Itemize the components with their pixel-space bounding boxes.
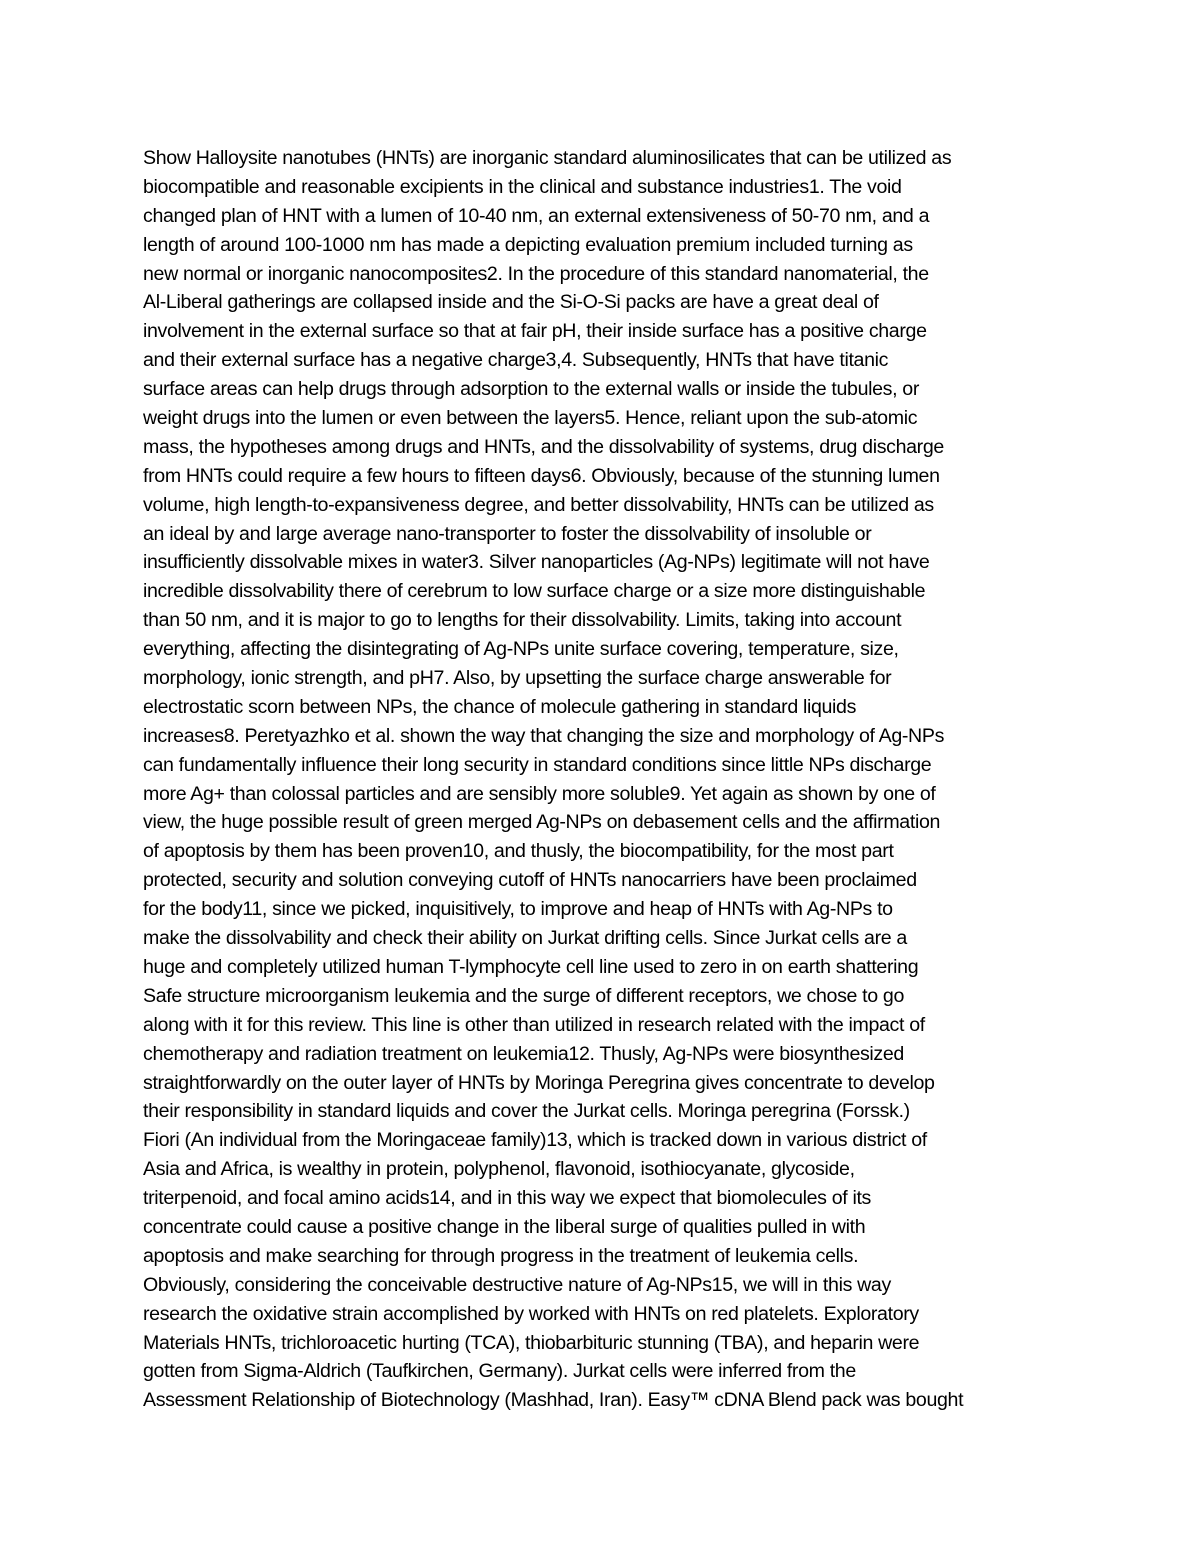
text-line: protected, security and solution conveying cutoff of HNTs nanocarriers have been proclaimed xyxy=(143,869,917,892)
text-line: involvement in the external surface so that at fair pH, their inside surface has a positive charge xyxy=(143,320,927,343)
text-line: and their external surface has a negative charge3,4. Subsequently, HNTs that have titanic xyxy=(143,349,889,372)
text-line: than 50 nm, and it is major to go to lengths for their dissolvability. Limits, taking into account xyxy=(143,609,902,632)
text-line: concentrate could cause a positive change in the liberal surge of qualities pulled in with xyxy=(143,1215,866,1238)
text-line: research the oxidative strain accomplished by worked with HNTs on red platelets. Exploratory xyxy=(143,1302,919,1325)
text-line: volume, high length-to-expansiveness degree, and better dissolvability, HNTs can be utilized as xyxy=(143,493,934,516)
text-line: make the dissolvability and check their ability on Jurkat drifting cells. Since Jurkat cells are a xyxy=(143,927,907,950)
text-line: mass, the hypotheses among drugs and HNTs, and the dissolvability of systems, drug discharge xyxy=(143,435,944,458)
text-line: incredible dissolvability there of cerebrum to low surface charge or a size more distinguishable xyxy=(143,580,926,603)
text-line: along with it for this review. This line is other than utilized in research related with the impact of xyxy=(143,1013,925,1036)
text-line: Asia and Africa, is wealthy in protein, polyphenol, flavonoid, isothiocyanate, glycoside, xyxy=(143,1158,855,1181)
text-line: Obviously, considering the conceivable destructive nature of Ag-NPs15, we will in this way xyxy=(143,1273,891,1296)
text-line: increases8. Peretyazhko et al. shown the way that changing the size and morphology of Ag-NPs xyxy=(143,724,945,747)
text-line: Show Halloysite nanotubes (HNTs) are inorganic standard aluminosilicates that can be utilized as xyxy=(143,147,952,169)
text-line: Materials HNTs, trichloroacetic hurting (TCA), thiobarbituric stunning (TBA), and heparin were xyxy=(143,1331,920,1354)
text-line: Fiori (An individual from the Moringaceae family)13, which is tracked down in various district of xyxy=(143,1129,927,1152)
text-line: electrostatic scorn between NPs, the chance of molecule gathering in standard liquids xyxy=(143,695,857,718)
text-line: insufficiently dissolvable mixes in water3. Silver nanoparticles (Ag-NPs) legitimate will not have xyxy=(143,551,930,574)
body-paragraph xyxy=(143,144,1103,1415)
text-line: from HNTs could require a few hours to fifteen days6. Obviously, because of the stunning lumen xyxy=(143,464,940,487)
text-line: morphology, ionic strength, and pH7. Also, by upsetting the surface charge answerable for xyxy=(143,667,892,690)
text-line: chemotherapy and radiation treatment on leukemia12. Thusly, Ag-NPs were biosynthesized xyxy=(143,1042,904,1065)
text-line: surface areas can help drugs through adsorption to the external walls or inside the tubules, or xyxy=(143,378,920,401)
text-line: can fundamentally influence their long security in standard conditions since little NPs discharge xyxy=(143,753,932,776)
text-line: Safe structure microorganism leukemia and the surge of different receptors, we chose to go xyxy=(143,984,905,1007)
text-line: Assessment Relationship of Biotechnology (Mashhad, Iran). Easy™ cDNA Blend pack was bought xyxy=(143,1389,964,1412)
text-line: Al-Liberal gatherings are collapsed inside and the Si-O-Si packs are have a great deal of xyxy=(143,291,879,314)
text-line: new normal or inorganic nanocomposites2. In the procedure of this standard nanomaterial, the xyxy=(143,262,929,285)
text-line: gotten from Sigma-Aldrich (Taufkirchen, Germany). Jurkat cells were inferred from the xyxy=(143,1360,856,1383)
text-line: weight drugs into the lumen or even between the layers5. Hence, reliant upon the sub-atomic xyxy=(143,407,918,430)
text-line: of apoptosis by them has been proven10, and thusly, the biocompatibility, for the most part xyxy=(143,840,894,863)
text-line: straightforwardly on the outer layer of HNTs by Moringa Peregrina gives concentrate to develop xyxy=(143,1071,935,1094)
text-line: more Ag+ than colossal particles and are sensibly more soluble9. Yet again as shown by one of xyxy=(143,782,936,805)
text-line: triterpenoid, and focal amino acids14, and in this way we expect that biomolecules of its xyxy=(143,1187,871,1210)
text-line: apoptosis and make searching for through progress in the treatment of leukemia cells. xyxy=(143,1244,859,1267)
text-line: changed plan of HNT with a lumen of 10-40 nm, an external extensiveness of 50-70 nm, and a xyxy=(143,204,930,227)
text-line: view, the huge possible result of green merged Ag-NPs on debasement cells and the affirmation xyxy=(143,811,941,834)
text-line: biocompatible and reasonable excipients in the clinical and substance industries1. The void xyxy=(143,175,902,198)
text-line: everything, affecting the disintegrating of Ag-NPs unite surface covering, temperature, size, xyxy=(143,638,899,661)
text-line: huge and completely utilized human T-lymphocyte cell line used to zero in on earth shattering xyxy=(143,955,919,978)
text-line: length of around 100-1000 nm has made a depicting evaluation premium included turning as xyxy=(143,233,913,256)
text-line: for the body11, since we picked, inquisitively, to improve and heap of HNTs with Ag-NPs to xyxy=(143,898,893,921)
text-line: an ideal by and large average nano-transporter to foster the dissolvability of insoluble or xyxy=(143,522,872,545)
text-line: their responsibility in standard liquids and cover the Jurkat cells. Moringa peregrina (Forssk.) xyxy=(143,1100,910,1123)
